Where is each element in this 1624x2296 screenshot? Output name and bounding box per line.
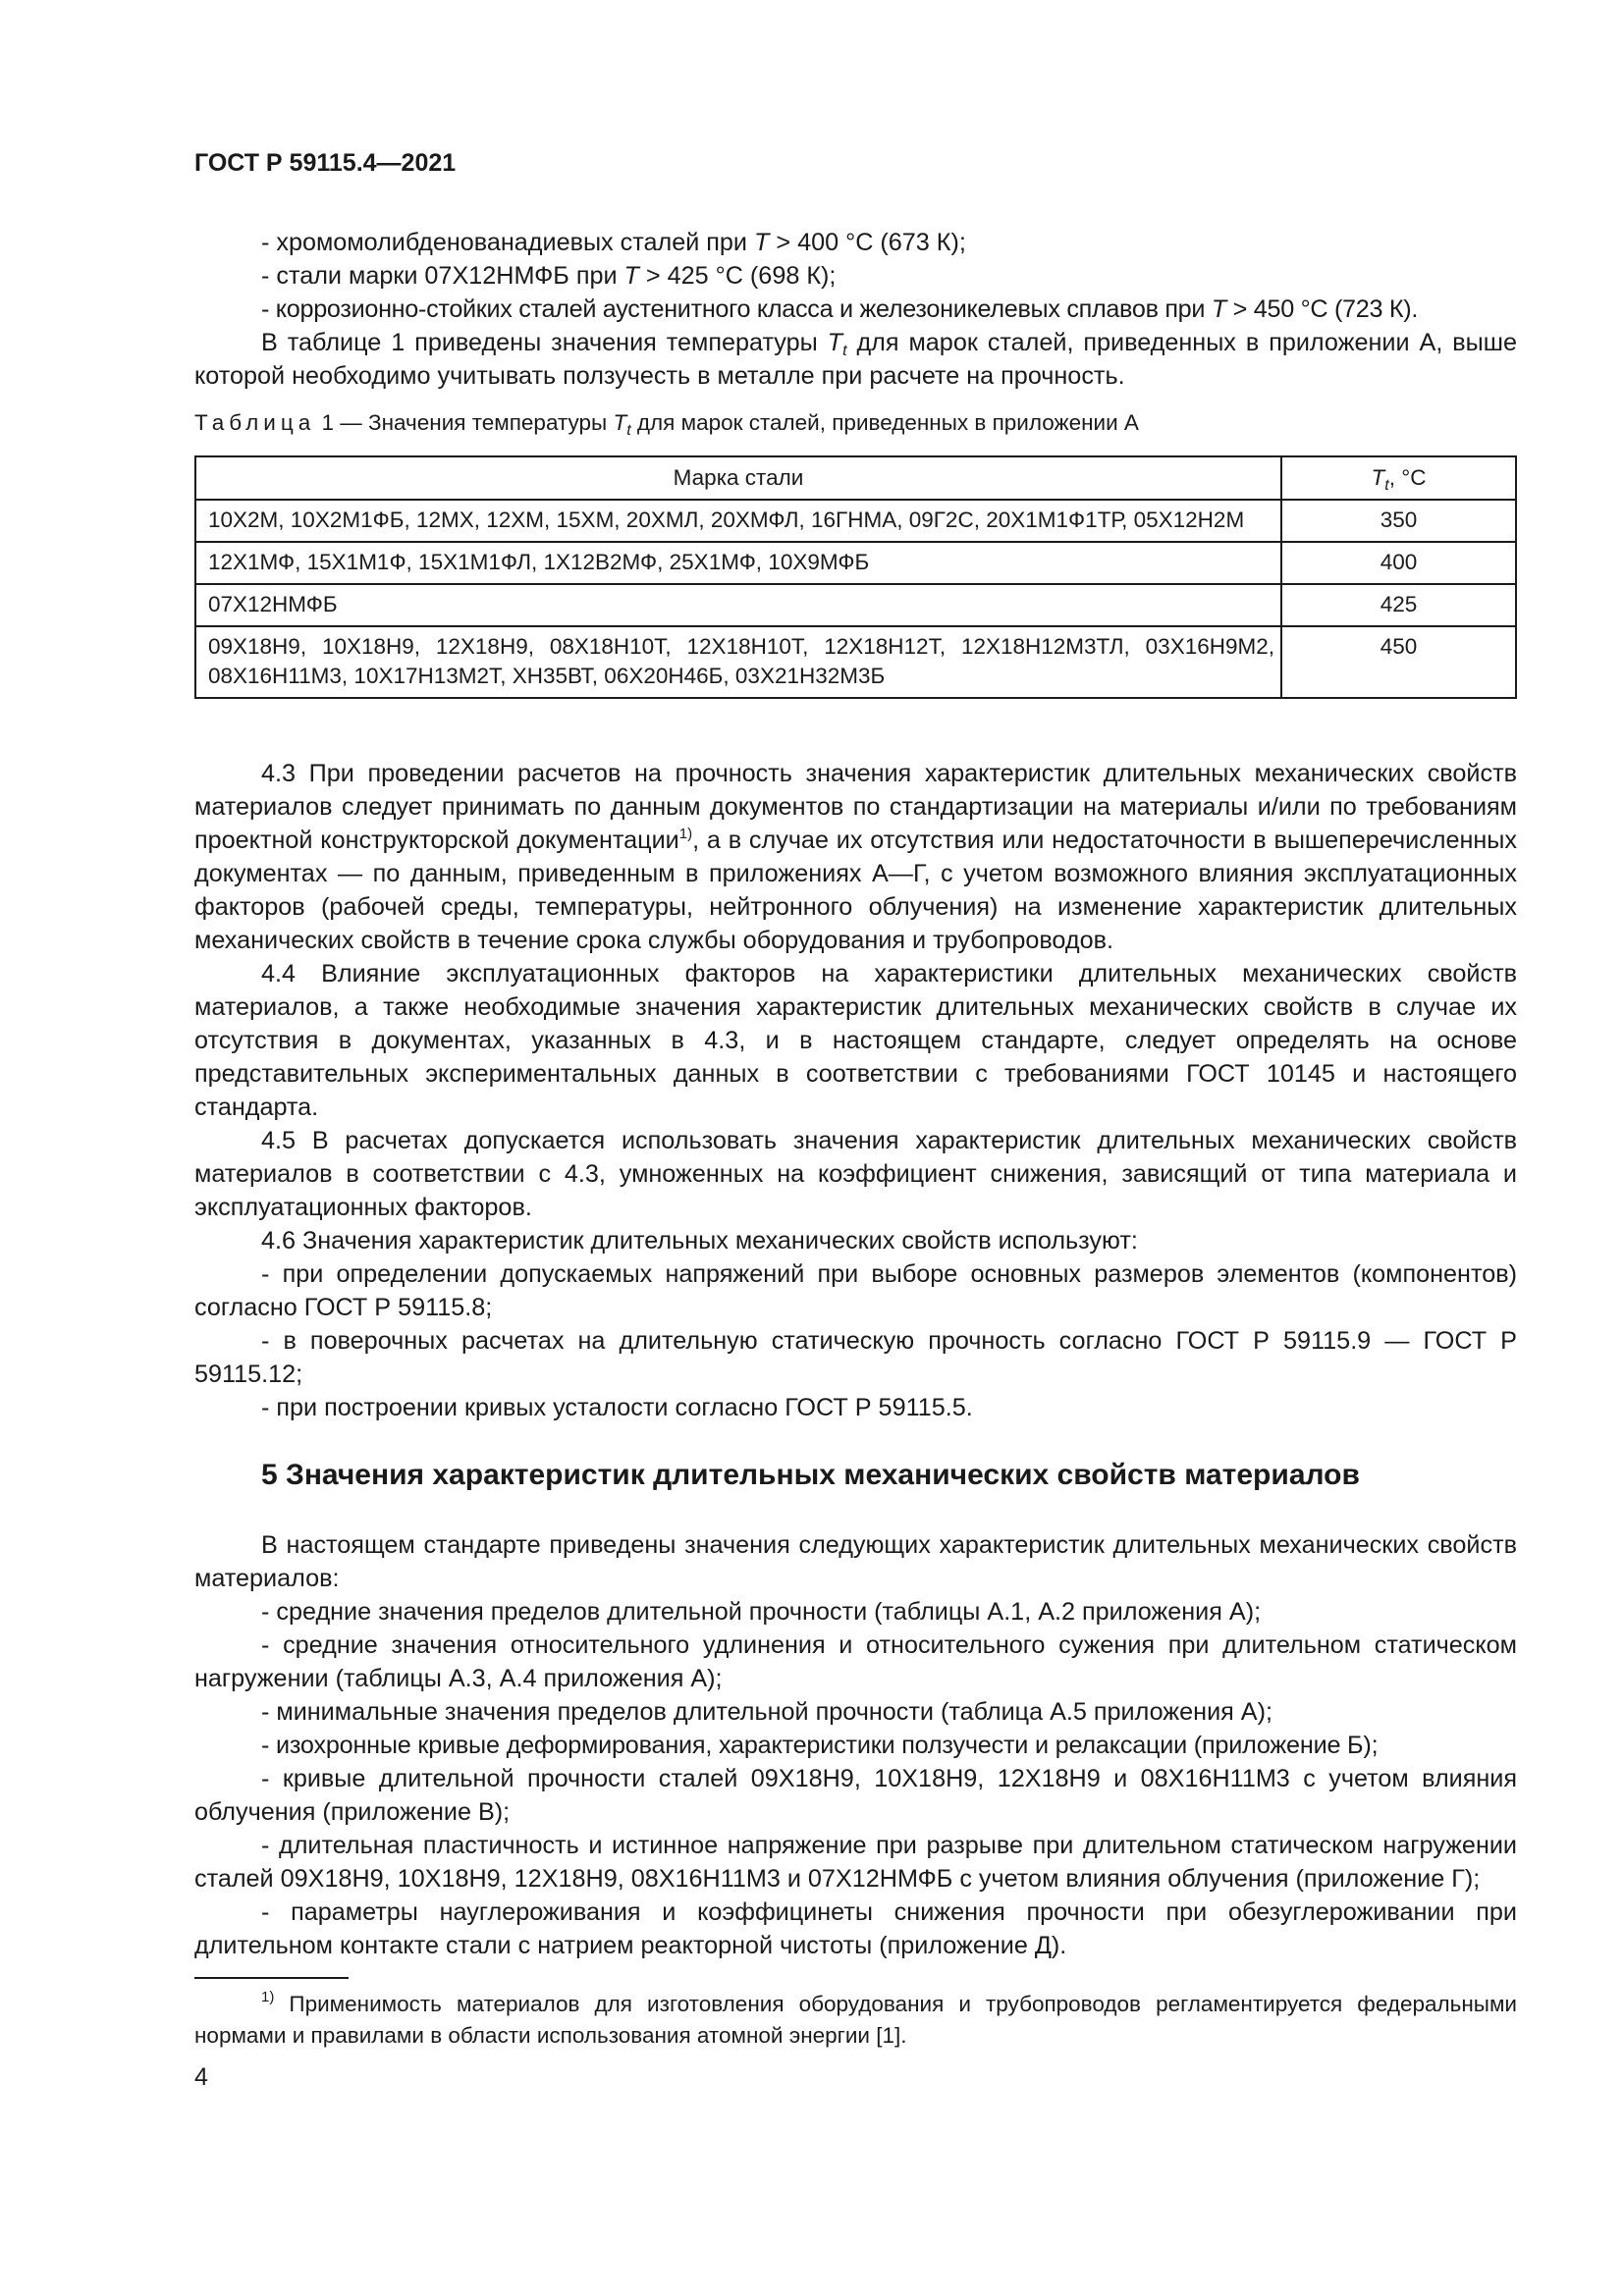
list-item: - при построении кривых усталости согласно ГОСТ Р 59115.5. <box>261 1394 973 1421</box>
table-row <box>195 542 1516 584</box>
list-item: - параметры науглероживания и коэффицинеты снижения прочности при обезуглероживании при длительном контакте стали с натрием реакторной чистоты (приложение Д). <box>194 1898 1517 1959</box>
list-item: - минимальные значения пределов длительной прочности (таблица А.5 приложения А); <box>261 1698 1272 1726</box>
grade-cell: 07Х12НМФБ <box>195 584 1281 626</box>
footnote-divider <box>194 1977 349 1979</box>
table-row <box>195 584 1516 626</box>
paragraph-4-6: 4.6 Значения характеристик длительных механических свойств используют: <box>261 1227 1138 1255</box>
column-header-temp: $T_t$, °С <box>1281 456 1516 500</box>
list-item: - кривые длительной прочности сталей 09Х18Н9, 10Х18Н9, 12Х18Н9 и 08Х16Н11М3 с учетом влияния облучения (приложение В); <box>194 1765 1517 1826</box>
footnote-mark: 1) <box>261 1989 275 2005</box>
temp-cell: 450 <box>1281 626 1516 698</box>
section-5-intro: В настоящем стандарте приведены значения следующих характеристик длительных механических свойств материалов: <box>194 1531 1517 1592</box>
intro-item: - коррозионно-стойких сталей аустенитного класса и железоникелевых сплавов при T > 450 °С (723 К). <box>261 295 1419 323</box>
footnote-text: Применимость материалов для изготовления оборудования и трубопроводов регламентируется федеральными нормами и правилами в области использования атомной энергии [1]. <box>194 1992 1517 2048</box>
table-caption: Таблица 1 — Значения температуры $T_t$ для марок сталей, приведенных в приложении А <box>194 410 1139 439</box>
steel-temperature-table <box>194 455 1517 699</box>
grade-cell: 09Х18Н9, 10Х18Н9, 12Х18Н9, 08Х18Н10Т, 12Х18Н10Т, 12Х18Н12Т, 12Х18Н12М3ТЛ, 03Х16Н9М2, 08Х16Н11М3, 10Х17Н13М2Т, ХН35ВТ, 06Х20Н46Б, 03Х21Н32М3Б <box>195 626 1281 698</box>
paragraph-4-4: 4.4 Влияние эксплуатационных факторов на характеристики длительных механических свойств материалов, а также необходимые значения характеристик длительных механических свойств в случае их отсутствия в документах, указанных в 4.3, и в настоящем стандарте, следует определять на основе представительных экспериментальных данных в соответствии с требованиями ГОСТ 10145 и настоящего стандарта. <box>194 960 1517 1121</box>
table-row <box>195 500 1516 542</box>
list-item: - средние значения пределов длительной прочности (таблицы А.1, А.2 приложения А); <box>261 1598 1262 1626</box>
paragraph-4-3: 4.3 При проведении расчетов на прочность значения характеристик длительных механических свойств материалов следует принимать по данным документов по стандартизации на материалы и/или по требованиям проектной конструкторской документации$^{1)}$, а в случае их отсутствия или недостаточности в вышеперечисленных документах — по данным, приведенным в приложениях А—Г, с учетом возможного влияния эксплуатационных факторов (рабочей среды, температуры, нейтронного облучения) на изменение характеристик длительных механических свойств в течение срока службы оборудования и трубопроводов. <box>194 760 1517 954</box>
document-header: ГОСТ Р 59115.4—2021 <box>194 149 457 177</box>
temp-cell: 350 <box>1281 500 1516 542</box>
list-item: - длительная пластичность и истинное напряжение при разрыве при длительном статическом нагружении сталей 09Х18Н9, 10Х18Н9, 12Х18Н9, 08Х16Н11М3 и 07Х12НМФБ с учетом влияния облучения (приложение Г); <box>194 1832 1517 1893</box>
paragraph-4-5: 4.5 В расчетах допускается использовать значения характеристик длительных механических свойств материалов в соответствии с 4.3, умноженных на коэффициент снижения, зависящий от типа материала и эксплуатационных факторов. <box>194 1127 1517 1221</box>
section-5-title: 5 Значения характеристик длительных механических свойств материалов <box>261 1459 1360 1491</box>
footnote-ref: 1) <box>678 826 693 842</box>
grade-cell: 12Х1МФ, 15Х1М1Ф, 15Х1М1ФЛ, 1Х12В2МФ, 25Х1МФ, 10Х9МФБ <box>195 542 1281 584</box>
list-item: - средние значения относительного удлинения и относительного сужения при длительном статическом нагружении (таблицы А.3, А.4 приложения А); <box>194 1631 1517 1692</box>
page-number: 4 <box>194 2063 208 2091</box>
section-4-block <box>194 757 1517 1424</box>
column-header-grade: Марка стали <box>195 456 1281 500</box>
list-item: - изохронные кривые деформирования, характеристики ползучести и релаксации (приложение Б); <box>261 1732 1379 1759</box>
temp-cell: 400 <box>1281 542 1516 584</box>
temp-cell: 425 <box>1281 584 1516 626</box>
list-item: - в поверочных расчетах на длительную статическую прочность согласно ГОСТ Р 59115.9 — ГОСТ Р 59115.12; <box>194 1327 1517 1388</box>
section-5-block <box>194 1528 1517 1962</box>
table-header-row <box>195 456 1516 500</box>
intro-item: - хромомолибденованадиевых сталей при T > 400 °С (673 К); <box>261 229 966 256</box>
intro-paragraph: В таблице 1 приведены значения температуры $T_t$ для марок сталей, приведенных в приложении А, выше которой необходимо учитывать ползучесть в металле при расчете на прочность. <box>194 329 1517 390</box>
footnote <box>194 1989 1517 2052</box>
list-item: - при определении допускаемых напряжений при выборе основных размеров элементов (компонентов) согласно ГОСТ Р 59115.8; <box>194 1260 1517 1321</box>
table-row <box>195 626 1516 698</box>
intro-block <box>194 226 1517 393</box>
intro-item: - стали марки 07Х12НМФБ при T > 425 °С (698 К); <box>261 262 837 290</box>
grade-cell: 10Х2М, 10Х2М1ФБ, 12МХ, 12ХМ, 15ХМ, 20ХМЛ, 20ХМФЛ, 16ГНМА, 09Г2С, 20Х1М1Ф1ТР, 05Х12Н2М <box>195 500 1281 542</box>
